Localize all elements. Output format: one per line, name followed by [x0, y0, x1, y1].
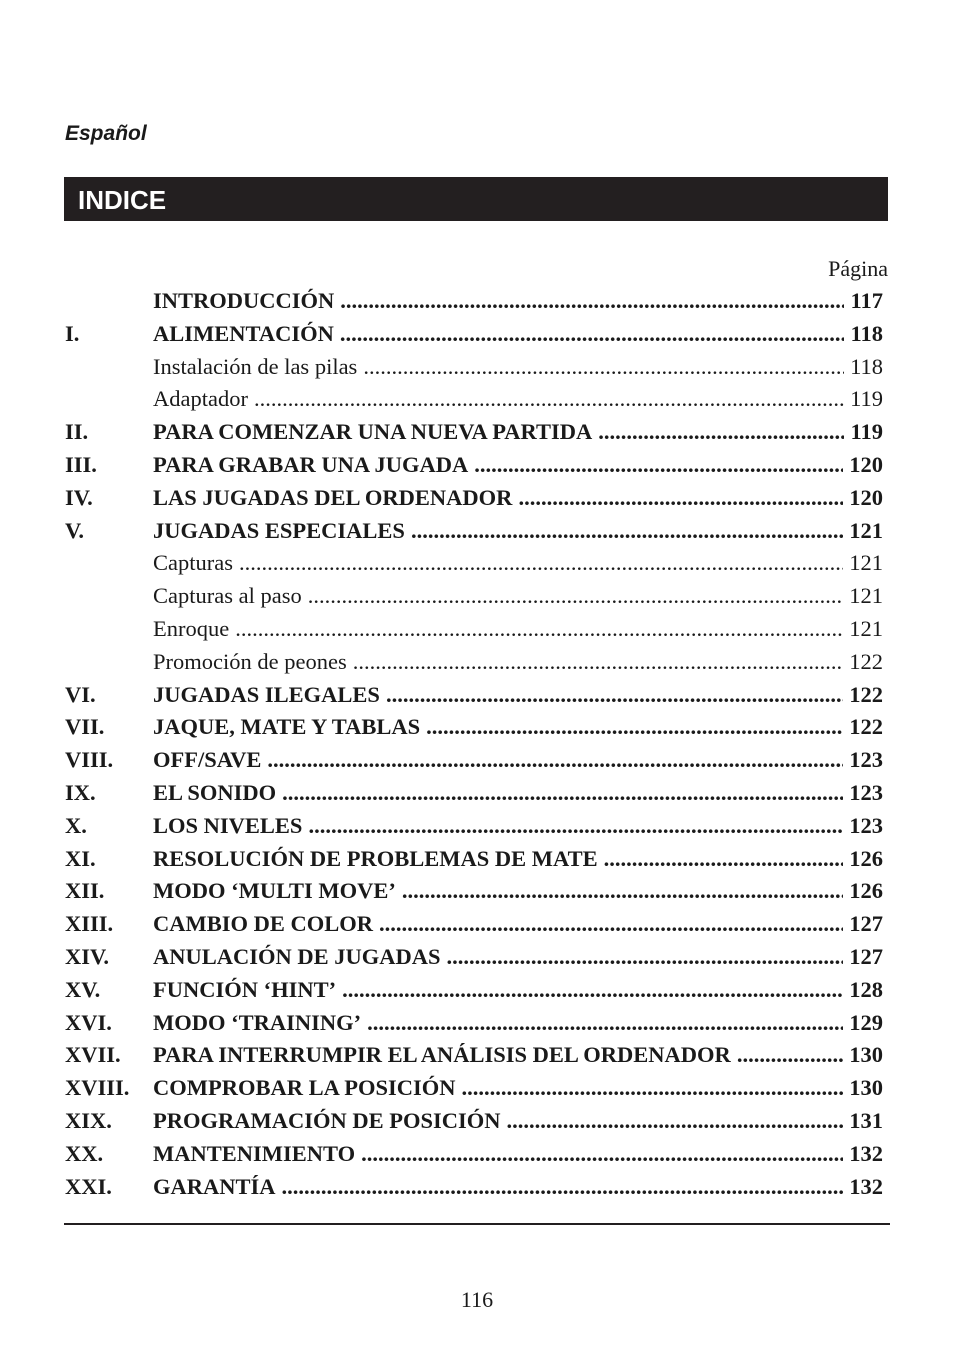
toc-entry-label: PARA COMENZAR UNA NUEVA PARTIDA: [153, 419, 593, 445]
toc-entry-page: 123: [849, 747, 883, 773]
toc-entry-page: 132: [849, 1173, 883, 1199]
toc-entry-line: [153, 1072, 883, 1105]
toc-entry-line: [153, 941, 883, 974]
toc-entry[interactable]: [65, 1171, 889, 1204]
toc-entry-label: FUNCIÓN ‘HINT’: [153, 976, 337, 1002]
toc-entry-line: [153, 810, 883, 843]
toc-entry-page: 129: [849, 1009, 883, 1035]
toc-entry[interactable]: [65, 810, 889, 843]
toc-entry-label: INTRODUCCIÓN: [153, 288, 335, 313]
toc-entry-label: RESOLUCIÓN DE PROBLEMAS DE MATE: [153, 845, 598, 871]
dot-leader: [604, 843, 844, 876]
dot-leader: [361, 1138, 843, 1171]
toc-entry-number: XV.: [65, 976, 101, 1002]
dot-leader: [474, 449, 843, 482]
toc-entry-label: ALIMENTACIÓN: [153, 320, 334, 346]
toc-entry-line: [153, 482, 883, 515]
toc-entry-number: XXI.: [65, 1173, 112, 1199]
toc-entry-line: [153, 1105, 883, 1138]
toc-entry-page: 117: [850, 288, 883, 313]
toc-entry-page: 121: [849, 517, 883, 543]
toc-entry-label: Adaptador: [153, 386, 248, 412]
toc-entry-line: [153, 1039, 883, 1072]
toc-entry-number: XVI.: [65, 1009, 112, 1035]
toc-entry-label: GARANTÍA: [153, 1173, 276, 1199]
toc-entry-label: CAMBIO DE COLOR: [153, 911, 374, 937]
toc-entry-line: [153, 449, 883, 482]
toc-entry-number: V.: [65, 517, 84, 543]
toc-entry[interactable]: [65, 941, 889, 974]
toc-entry-label: LAS JUGADAS DEL ORDENADOR: [153, 484, 513, 510]
toc-entry-label: PARA INTERRUMPIR EL ANÁLISIS DEL ORDENADOR: [153, 1042, 731, 1068]
toc-entry-number: XIV.: [65, 943, 109, 969]
toc-entry-page: 120: [849, 484, 883, 510]
dot-leader: [363, 351, 844, 384]
toc-entry-line: [153, 351, 883, 384]
toc-entry[interactable]: [65, 547, 889, 580]
toc-entry[interactable]: [65, 777, 889, 810]
toc-entry-line: [153, 646, 883, 679]
toc-entry-label: JUGADAS ILEGALES: [153, 681, 380, 707]
toc-entry-page: 126: [849, 878, 883, 904]
toc-entry-line: [153, 416, 883, 449]
toc-entry-number: XX.: [65, 1140, 104, 1166]
toc-entry-page: 132: [849, 1140, 883, 1166]
section-title: INDICE: [78, 185, 167, 215]
toc-entry[interactable]: [65, 416, 889, 449]
toc-entry[interactable]: [65, 285, 889, 318]
toc-entry-line: [153, 744, 883, 777]
toc-entry-line: [153, 383, 883, 416]
toc-entry[interactable]: [65, 580, 889, 613]
dot-leader: [282, 777, 843, 810]
dot-leader: [447, 941, 844, 974]
dot-leader: [254, 383, 844, 416]
section-title-bar: [64, 177, 888, 221]
toc-entry-label: ANULACIÓN DE JUGADAS: [153, 943, 441, 969]
toc-entry-line: [153, 974, 883, 1007]
dot-leader: [267, 744, 843, 777]
toc-entry[interactable]: [65, 449, 889, 482]
dot-leader: [282, 1171, 844, 1204]
toc-entry-number: XVII.: [65, 1042, 121, 1068]
toc-entry[interactable]: [65, 908, 889, 941]
dot-leader: [340, 285, 844, 318]
toc-entry-label: Instalación de las pilas: [153, 353, 358, 379]
toc-entry-label: Enroque: [153, 615, 230, 641]
toc-entry-page: 120: [849, 451, 883, 477]
toc-entry-page: 123: [849, 812, 883, 838]
toc-entry-label: Promoción de peones: [153, 648, 347, 674]
toc-entry-line: [153, 679, 883, 712]
toc-entry[interactable]: [65, 875, 889, 908]
toc-entry-label: JAQUE, MATE Y TABLAS: [153, 714, 421, 740]
toc-entry-label: EL SONIDO: [153, 779, 277, 805]
toc-entry-line: [153, 1007, 883, 1040]
dot-leader: [308, 580, 844, 613]
toc-entry[interactable]: [65, 351, 889, 384]
toc-entry[interactable]: [65, 646, 889, 679]
toc-entry-label: OFF/SAVE: [153, 747, 262, 773]
toc-entry-page: 121: [849, 550, 883, 576]
toc-entry-page: 130: [849, 1075, 883, 1101]
toc-entry-line: [153, 1138, 883, 1171]
toc-entry-line: [153, 875, 883, 908]
toc-entry[interactable]: [65, 515, 889, 548]
toc-entry[interactable]: [65, 1007, 889, 1040]
toc-entry-number: X.: [65, 812, 87, 838]
toc-entry-line: [153, 711, 883, 744]
toc-entry-page: 118: [850, 320, 883, 346]
toc-entry-page: 122: [849, 648, 883, 674]
toc-entry-label: MODO ‘TRAINING’: [153, 1009, 362, 1035]
toc-entry-page: 128: [849, 976, 883, 1002]
toc-entry[interactable]: [65, 482, 889, 515]
toc-entry[interactable]: [65, 1072, 889, 1105]
dot-leader: [426, 711, 843, 744]
toc-entry-number: VIII.: [65, 747, 114, 773]
toc-entry[interactable]: [65, 711, 889, 744]
toc-entry-page: 118: [850, 353, 883, 379]
dot-leader: [235, 613, 843, 646]
toc-entry-label: MODO ‘MULTI MOVE’: [153, 878, 396, 904]
toc-entry-page: 130: [849, 1042, 883, 1068]
toc-entry-line: [153, 547, 883, 580]
footer-divider: [64, 1223, 890, 1225]
toc-entry[interactable]: [65, 1138, 889, 1171]
dot-leader: [340, 318, 845, 351]
toc-entry[interactable]: [65, 613, 889, 646]
toc-entry-page: 122: [849, 714, 883, 740]
toc-entry-number: III.: [65, 451, 97, 477]
toc-entry-number: VI.: [65, 681, 96, 707]
toc-entry-line: [153, 777, 883, 810]
toc-entry-number: IV.: [65, 484, 93, 510]
toc-entry-page: 126: [849, 845, 883, 871]
toc-entry-page: 122: [849, 681, 883, 707]
toc-entry-page: 119: [850, 386, 883, 412]
dot-leader: [411, 515, 843, 548]
toc-entry-number: XII.: [65, 878, 105, 904]
dot-leader: [367, 1007, 843, 1040]
dot-leader: [342, 974, 843, 1007]
toc-entry-page: 127: [849, 943, 883, 969]
toc-entry-page: 121: [849, 615, 883, 641]
toc-entry-label: COMPROBAR LA POSICIÓN: [153, 1075, 456, 1101]
dot-leader: [518, 482, 843, 515]
toc-entry[interactable]: [65, 843, 889, 876]
toc-entry-label: Capturas al paso: [153, 583, 302, 609]
toc-entry-number: IX.: [65, 779, 96, 805]
toc-entry-line: [153, 908, 883, 941]
toc-entry-number: I.: [65, 320, 80, 346]
toc-entry[interactable]: [65, 1039, 889, 1072]
dot-leader: [386, 679, 843, 712]
toc-entry-page: 121: [849, 583, 883, 609]
toc-entry-label: PARA GRABAR UNA JUGADA: [153, 451, 469, 477]
toc-entry-number: II.: [65, 419, 89, 445]
toc-entry-line: [153, 580, 883, 613]
toc-entry-line: [153, 285, 883, 318]
dot-leader: [462, 1072, 844, 1105]
toc-entry-label: PROGRAMACIÓN DE POSICIÓN: [153, 1107, 501, 1133]
toc-entry-page: 127: [849, 911, 883, 937]
toc-entry[interactable]: [65, 318, 889, 351]
toc-entry-line: [153, 318, 883, 351]
toc-entry-page: 131: [849, 1107, 883, 1133]
toc-entry-number: VII.: [65, 714, 105, 740]
toc-entry[interactable]: [65, 974, 889, 1007]
dot-leader: [737, 1039, 843, 1072]
dot-leader: [379, 908, 843, 941]
toc-entry-label: LOS NIVELES: [153, 812, 303, 838]
toc-entry-page: 119: [850, 419, 883, 445]
dot-leader: [402, 875, 843, 908]
dot-leader: [239, 547, 843, 580]
dot-leader: [507, 1105, 844, 1138]
toc-entry-label: MANTENIMIENTO: [153, 1140, 356, 1166]
toc-entry[interactable]: [65, 1105, 889, 1138]
language-label: Español: [65, 122, 147, 145]
toc-entry-line: [153, 515, 883, 548]
toc-entry-page: 123: [849, 779, 883, 805]
toc-entry-number: XVIII.: [65, 1075, 130, 1101]
toc-entry-number: XIX.: [65, 1107, 112, 1133]
toc-entry-line: [153, 613, 883, 646]
toc-entry[interactable]: [65, 744, 889, 777]
toc-entry[interactable]: [65, 383, 889, 416]
dot-leader: [308, 810, 843, 843]
toc-entry[interactable]: [65, 679, 889, 712]
toc-entry-line: [153, 843, 883, 876]
table-of-contents: [65, 285, 889, 1203]
toc-entry-label: Capturas: [153, 550, 233, 576]
page-column-header: Página: [828, 256, 888, 281]
toc-entry-number: XIII.: [65, 911, 114, 937]
dot-leader: [353, 646, 844, 679]
toc-entry-line: [153, 1171, 883, 1204]
toc-entry-label: JUGADAS ESPECIALES: [153, 517, 405, 543]
dot-leader: [598, 416, 844, 449]
page-number: 116: [460, 1287, 494, 1312]
toc-entry-number: XI.: [65, 845, 96, 871]
